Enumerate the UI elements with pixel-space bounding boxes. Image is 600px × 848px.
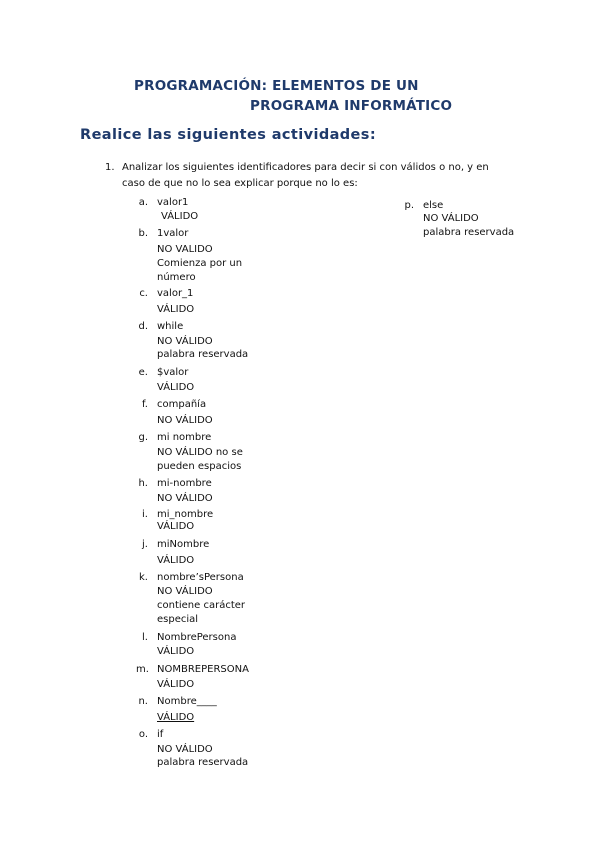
item-identifier: else xyxy=(423,200,444,211)
item-letter: l. xyxy=(142,632,148,643)
item-letter: p. xyxy=(404,200,414,211)
item-letter: g. xyxy=(138,432,148,443)
item-result: VÁLIDO xyxy=(157,304,195,315)
item-result: NO VÁLIDO xyxy=(157,336,213,347)
section-heading: Realice las siguientes actividades: xyxy=(80,127,377,143)
item-identifier: while xyxy=(157,321,184,332)
item-result: NO VÁLIDO xyxy=(157,415,213,426)
item-identifier: compañía xyxy=(157,399,207,410)
item-letter: a. xyxy=(138,197,148,208)
item-letter: k. xyxy=(139,572,148,583)
item-result: NO VÁLIDO xyxy=(157,744,213,755)
item-result: NO VÁLIDO xyxy=(423,213,479,224)
item-letter: m. xyxy=(136,664,149,675)
document-title-line1: PROGRAMACIÓN: ELEMENTOS DE UN xyxy=(134,78,419,94)
question-text-line2: caso de que no lo sea explicar porque no lo es: xyxy=(122,178,358,189)
item-note: palabra reservada xyxy=(157,757,249,768)
item-note: palabra reservada xyxy=(157,349,249,360)
item-note: contiene carácter especial xyxy=(157,600,246,625)
item-letter: c. xyxy=(139,288,148,299)
item-result: VÁLIDO xyxy=(157,679,195,690)
item-identifier: 1valor xyxy=(157,228,189,239)
item-identifier: NOMBREPERSONA xyxy=(157,664,249,675)
item-identifier: valor_1 xyxy=(157,288,194,299)
item-result: VÁLIDO xyxy=(157,555,195,566)
item-note: palabra reservada xyxy=(423,227,515,238)
item-letter: i. xyxy=(142,509,148,520)
item-identifier: mi_nombre xyxy=(157,509,214,520)
item-result: VÁLIDO xyxy=(157,521,195,532)
item-letter: d. xyxy=(138,321,148,332)
item-letter: e. xyxy=(138,367,148,378)
item-identifier: mi-nombre xyxy=(157,478,212,489)
item-letter: j. xyxy=(142,539,148,550)
item-result: VÁLIDO xyxy=(157,382,195,393)
item-result: VÁLIDO xyxy=(161,211,199,222)
question-text-line1: Analizar los siguientes identificadores para decir si con válidos o no, y en xyxy=(122,162,489,173)
item-identifier: mi nombre xyxy=(157,432,212,443)
item-identifier: miNombre xyxy=(157,539,210,550)
item-identifier: $valor xyxy=(157,367,189,378)
item-identifier: if xyxy=(157,729,164,740)
item-result: NO VALIDO xyxy=(157,244,213,255)
item-identifier: valor1 xyxy=(157,197,189,208)
item-result: NO VÁLIDO xyxy=(157,493,213,504)
item-letter: o. xyxy=(138,729,148,740)
item-note: Comienza por un número xyxy=(157,258,243,283)
item-letter: n. xyxy=(138,696,148,707)
item-identifier: Nombre____ xyxy=(157,696,217,707)
item-letter: f. xyxy=(142,399,148,410)
question-number: 1. xyxy=(105,162,115,173)
item-result: VÁLIDO xyxy=(157,646,195,657)
item-identifier: nombre’sPersona xyxy=(157,572,244,583)
item-result: NO VÁLIDO xyxy=(157,586,213,597)
item-letter: h. xyxy=(138,478,148,489)
item-identifier: NombrePersona xyxy=(157,632,237,643)
item-result: VÁLIDO xyxy=(157,712,195,723)
document-title-line2: PROGRAMA INFORMÁTICO xyxy=(250,98,453,114)
item-result: NO VÁLIDO no se pueden espacios xyxy=(157,447,243,472)
item-letter: b. xyxy=(138,228,148,239)
